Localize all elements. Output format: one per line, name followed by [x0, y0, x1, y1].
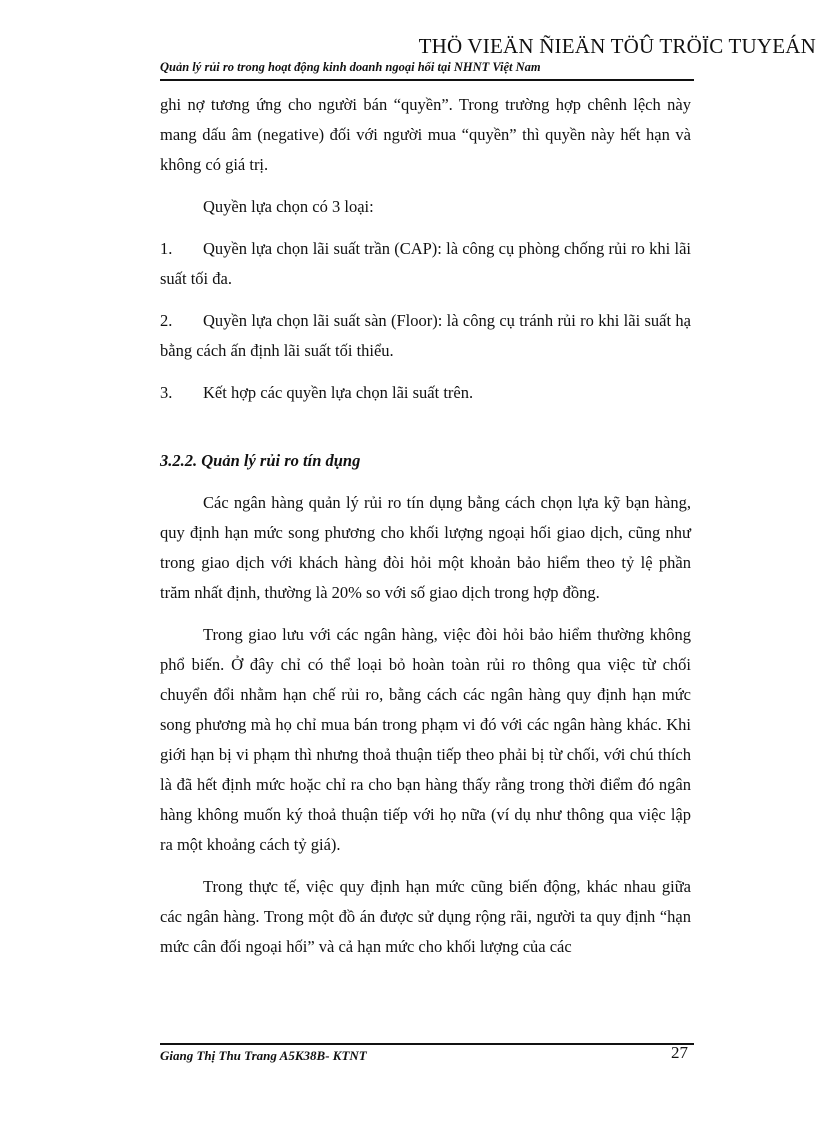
list-item-number: 1.	[160, 239, 173, 258]
paragraph: Trong thực tế, việc quy định hạn mức cũng biến động, khác nhau giữa các ngân hàng. Trong một đồ án được sử dụng rộng rãi, người ta quy định “hạn mức cân đối ngoại hối” và cả hạn mức cho khối lượng của các	[160, 877, 691, 956]
footer-author: Giang Thị Thu Trang A5K38B- KTNT	[160, 1048, 367, 1063]
list-item-number: 3.	[160, 383, 173, 402]
paragraph: Trong giao lưu với các ngân hàng, việc đòi hỏi bảo hiểm thường không phổ biến. Ở đây chỉ có thể loại bỏ hoàn toàn rủi ro thông qua việc từ chối chuyển đổi nhằm hạn chế rủi ro, bằng cách các ngân hàng quy định hạn mức song phương mà họ chỉ mua bán trong phạm vi đó với các ngân hàng khác. Khi giới hạn bị vi phạm thì nhưng thoả thuận tiếp theo phải bị từ chối, với chú thích là đã hết định mức hoặc chỉ ra cho bạn hàng thấy rằng trong thời điểm đó ngân hàng không muốn ký thoả thuận tiếp với họ nữa (ví dụ như thông qua việc lập ra một khoảng cách tỷ giá).	[160, 625, 691, 854]
list-item-text: Kết hợp các quyền lựa chọn lãi suất trên.	[203, 383, 474, 402]
paragraph-intro-list: Quyền lựa chọn có 3 loại:	[203, 197, 374, 216]
paragraph: Các ngân hàng quản lý rủi ro tín dụng bằng cách chọn lựa kỹ bạn hàng, quy định hạn mức song phương cho khối lượng ngoại hối giao dịch, cũng như trong giao dịch với khách hàng đòi hỏi một khoản bảo hiểm theo tỷ lệ phần trăm nhất định, thường là 20% so với số giao dịch trong hợp đồng.	[160, 493, 691, 602]
section-heading: 3.2.2. Quản lý rủi ro tín dụng	[160, 451, 361, 470]
running-header: Quản lý rủi ro trong hoạt động kinh doanh ngoại hối tại NHNT Việt Nam	[160, 60, 541, 74]
list-item	[160, 306, 691, 366]
footer-rule	[160, 1043, 694, 1045]
header-rule	[160, 79, 694, 81]
list-item-text: Quyền lựa chọn lãi suất sàn (Floor): là công cụ tránh rủi ro khi lãi suất hạ bằng cách ấn định lãi suất tối thiểu.	[160, 311, 691, 360]
list-item-number: 2.	[160, 311, 173, 330]
list-item	[160, 378, 691, 408]
list-item-text: Quyền lựa chọn lãi suất trần (CAP): là công cụ phòng chống rủi ro khi lãi suất tối đa.	[160, 239, 691, 288]
paragraph-continuation: ghi nợ tương ứng cho người bán “quyền”. Trong trường hợp chênh lệch này mang dấu âm (negative) đối với người mua “quyền” thì quyền này hết hạn và không có giá trị.	[160, 95, 691, 174]
body-text	[160, 90, 691, 962]
watermark-banner: THÖ VIEÄN ÑIEÄN TÖÛ TRÖÏC TUYEÁN	[418, 34, 816, 58]
page-number: 27	[671, 1043, 688, 1062]
list-item	[160, 234, 691, 294]
